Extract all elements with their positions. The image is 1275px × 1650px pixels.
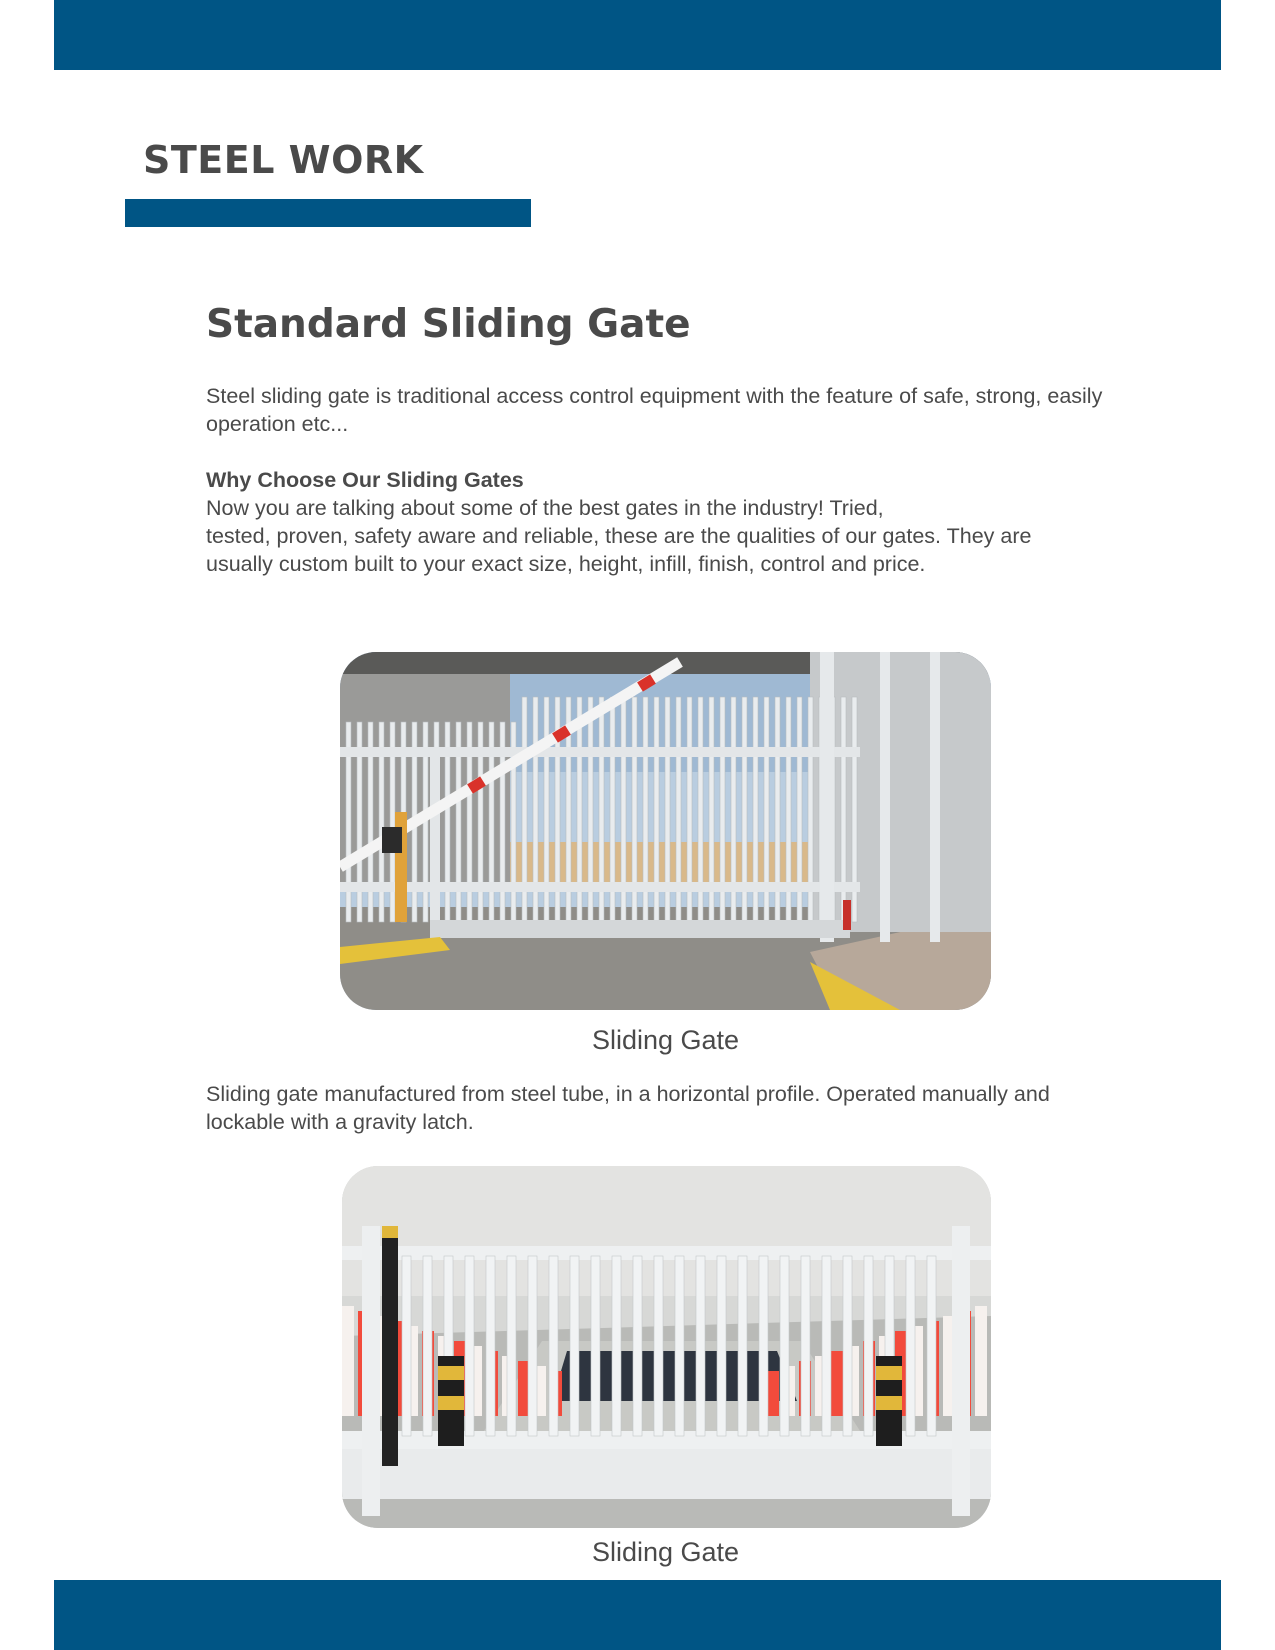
- why-choose-heading: Why Choose Our Sliding Gates: [206, 468, 524, 492]
- figure-caption-1: Sliding Gate: [591, 1025, 740, 1055]
- section-title: STEEL WORK: [143, 138, 424, 182]
- title-underline: [125, 199, 531, 227]
- sliding-gate-photo-2: [342, 1166, 991, 1528]
- intro-paragraph: Steel sliding gate is traditional access control equipment with the feature of safe, strong, easily operation etc...: [206, 384, 1103, 436]
- gate-with-barrier-illustration: [340, 652, 991, 1010]
- sliding-gate-photo-1: [340, 652, 991, 1010]
- why-line-2: tested, proven, safety aware and reliable, these are the qualities of our gates. They are: [206, 524, 1032, 548]
- gate-with-road-barriers-illustration: [342, 1166, 991, 1528]
- page-title: Standard Sliding Gate: [206, 302, 691, 347]
- why-line-1: Now you are talking about some of the best gates in the industry! Tried,: [206, 496, 884, 520]
- footer-band: [54, 1580, 1221, 1650]
- gate-description: Sliding gate manufactured from steel tube, in a horizontal profile. Operated manually and lockable with a gravity latch.: [206, 1082, 1050, 1134]
- header-band: [54, 0, 1221, 70]
- figure-caption-2: Sliding Gate: [591, 1537, 740, 1567]
- why-choose-paragraph: [206, 494, 1126, 578]
- why-line-3: usually custom built to your exact size, height, infill, finish, control and price.: [206, 552, 926, 576]
